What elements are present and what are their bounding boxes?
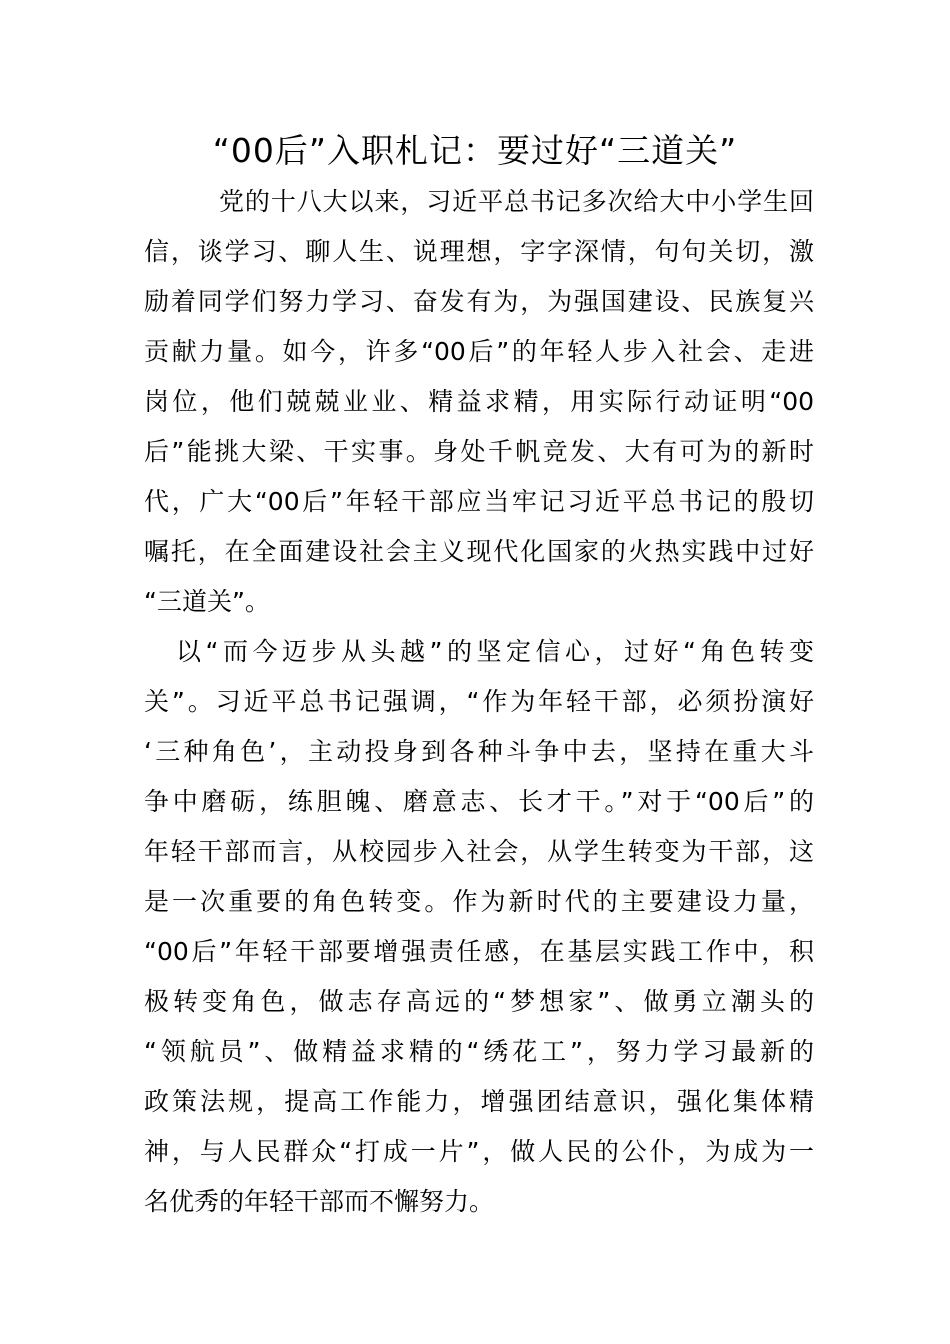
paragraph-2-line: 争中磨砺，练胆魄、磨意志、长才干。”对于“00后”的 xyxy=(144,787,814,816)
paragraph-1-line: 嘱托，在全面建设社会主义现代化国家的火热实践中过好 xyxy=(144,537,814,566)
paragraph-1-line: 励着同学们努力学习、奋发有为，为强国建设、民族复兴 xyxy=(144,287,814,316)
paragraph-1-line: 岗位，他们兢兢业业、精益求精，用实际行动证明“00 xyxy=(144,387,814,416)
paragraph-1-line: 代，广大“00后”年轻干部应当牢记习近平总书记的殷切 xyxy=(144,487,814,516)
paragraph-2-line: 关”。习近平总书记强调，“作为年轻干部，必须扮演好 xyxy=(144,687,814,716)
paragraph-1-line: “三道关”。 xyxy=(144,587,270,616)
paragraph-2-line: 神，与人民群众“打成一片”，做人民的公仆，为成为一 xyxy=(144,1137,814,1166)
paragraph-1-line: 信，谈学习、聊人生、说理想，字字深情，句句关切，激 xyxy=(144,237,814,266)
paragraph-2-line: 极转变角色，做志存高远的“梦想家”、做勇立潮头的 xyxy=(144,987,814,1016)
document-title: “00后”入职札记：要过好“三道关” xyxy=(212,131,738,170)
paragraph-2-line: 是一次重要的角色转变。作为新时代的主要建设力量， xyxy=(144,887,814,916)
paragraph-2-line: 年轻干部而言，从校园步入社会，从学生转变为干部，这 xyxy=(144,837,814,866)
paragraph-2-line: ‘三种角色’，主动投身到各种斗争中去，坚持在重大斗 xyxy=(144,737,814,766)
paragraph-1-line: 后”能挑大梁、干实事。身处千帆竞发、大有可为的新时 xyxy=(144,437,814,466)
paragraph-2-line: 以“而今迈步从头越”的坚定信心，过好“角色转变 xyxy=(176,637,814,666)
paragraph-1-line: 贡献力量。如今，许多“00后”的年轻人步入社会、走进 xyxy=(144,337,814,366)
paragraph-2-line: “领航员”、做精益求精的“绣花工”，努力学习最新的 xyxy=(144,1037,814,1066)
paragraph-1-line: 党的十八大以来，习近平总书记多次给大中小学生回 xyxy=(219,187,814,216)
paragraph-2-line: “00后”年轻干部要增强责任感，在基层实践工作中，积 xyxy=(144,937,814,966)
paragraph-2-line: 名优秀的年轻干部而不懈努力。 xyxy=(144,1187,495,1216)
paragraph-2-line: 政策法规，提高工作能力，增强团结意识，强化集体精 xyxy=(144,1087,814,1116)
